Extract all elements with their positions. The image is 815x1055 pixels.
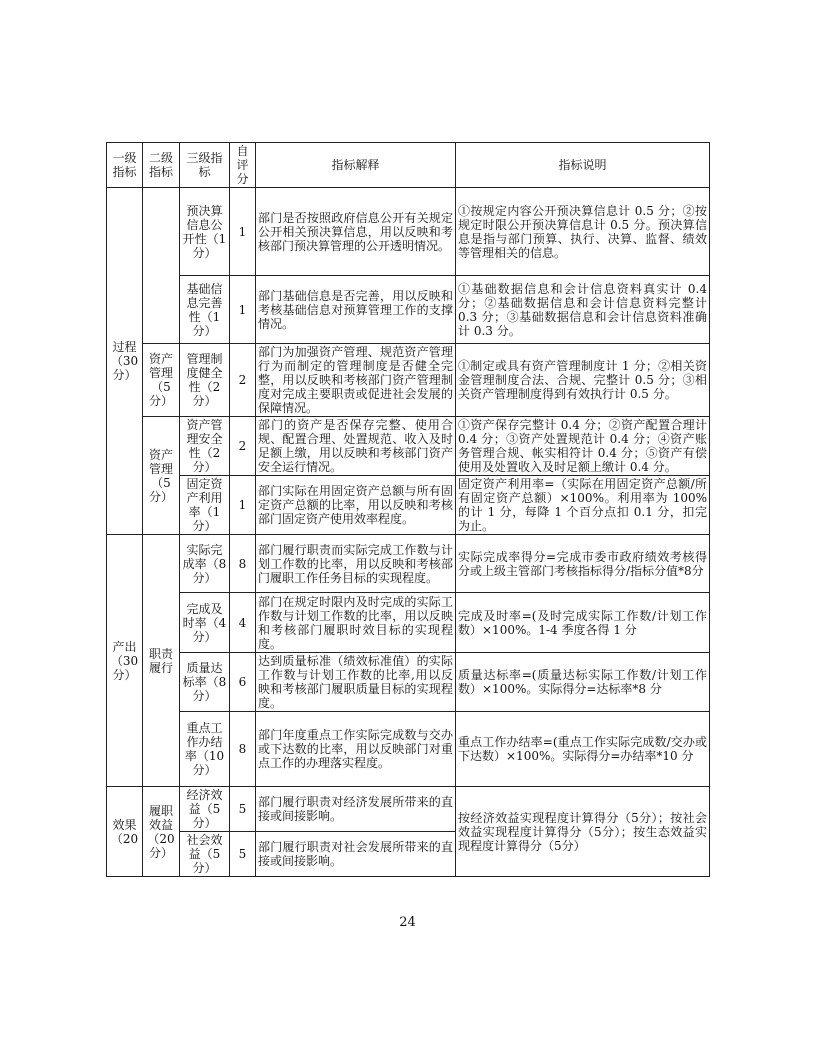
explain-cell: 部门履行职责对经济发展所带来的直接或间接影响。: [256, 787, 456, 832]
header-level3: 三级指标: [180, 143, 230, 188]
score-cell: 1: [230, 276, 256, 344]
score-cell: 2: [230, 344, 256, 417]
level3-cell: 预决算信息公开性（1分）: [180, 188, 230, 276]
header-self-score: 自评分: [230, 143, 256, 188]
level3-cell: 质量达标率（8分）: [180, 653, 230, 712]
level3-cell: 完成及时率（4分）: [180, 593, 230, 653]
desc-cell: 按经济效益实现程度计算得分（5分）；按社会效益实现程度计算得分（5分）；按生态效益实现程度计算得分（5分）: [456, 787, 710, 877]
level3-cell: 经济效益（5分）: [180, 787, 230, 832]
table-row: [107, 188, 710, 276]
level3-cell: 社会效益（5分）: [180, 832, 230, 877]
desc-cell: 重点工作办结率=(重点工作实际完成数/交办或下达数）×100%。实际得分=办结率*10 分: [456, 712, 710, 787]
score-cell: 5: [230, 787, 256, 832]
level2-cell: 履职效益（20分）: [143, 787, 180, 877]
table-row: [107, 417, 710, 476]
explain-cell: 部门的资产是否保存完整、使用合规、配置合理、处置规范、收入及时足额上缴，用以反映和考核部门资产安全运行情况。: [256, 417, 456, 476]
page-number: 24: [399, 915, 416, 930]
table-row: [107, 712, 710, 787]
explain-cell: 部门在规定时限内及时完成的实际工作数与计划工作数的比率，用以反映和考核部门履职时效目标的实现程度。: [256, 593, 456, 653]
header-level1: 一级指标: [107, 143, 143, 188]
explain-cell: 部门履行职责对社会发展所带来的直接或间接影响。: [256, 832, 456, 877]
explain-cell: 部门实际在用固定资产总额与所有固定资产总额的比率，用以反映和考核部门固定资产使用效率程度。: [256, 476, 456, 535]
table-row: [107, 787, 710, 832]
desc-cell: 实际完成率得分=完成市委市政府绩效考核得分或上级主管部门考核指标得分/指标分值*8分: [456, 535, 710, 593]
explain-cell: 部门年度重点工作实际完成数与交办或下达数的比率，用以反映部门对重点工作的办理落实程度。: [256, 712, 456, 787]
desc-cell: ①按规定内容公开预决算信息计 0.5 分；②按规定时限公开预决算信息计 0.5 分。预决算信息是指与部门预算、执行、决算、监督、绩效等管理相关的信息。: [456, 188, 710, 276]
evaluation-table: [106, 142, 710, 877]
table-row: [107, 535, 710, 593]
table-header-row: [107, 143, 710, 188]
level3-cell: 重点工作办结率（10分）: [180, 712, 230, 787]
level3-cell: 资产管理安全性（2分）: [180, 417, 230, 476]
explain-cell: 部门为加强资产管理、规范资产管理行为而制定的管理制度是否健全完整，用以反映和考核部门资产管理制度对完成主要职责或促进社会发展的保障情况。: [256, 344, 456, 417]
explain-cell: 部门是否按照政府信息公开有关规定公开相关预决算信息，用以反映和考核部门预决算管理的公开透明情况。: [256, 188, 456, 276]
level3-cell: 管理制度健全性（2分）: [180, 344, 230, 417]
header-explanation: 指标解释: [256, 143, 456, 188]
table-row: [107, 476, 710, 535]
level3-cell: 实际完成率（8分）: [180, 535, 230, 593]
level1-process: 过程（30分）: [107, 188, 143, 535]
desc-cell: 固定资产利用率=（实际在用固定资产总额/所有固定资产总额）×100%。利用率为 100%的计 1 分，每降 1 个百分点扣 0.1 分，扣完为止。: [456, 476, 710, 535]
explain-cell: 达到质量标准（绩效标准值）的实际工作数与计划工作数的比率,用以反映和考核部门履职质量目标的实现程度。: [256, 653, 456, 712]
score-cell: 8: [230, 712, 256, 787]
header-description: 指标说明: [456, 143, 710, 188]
level3-cell: 固定资产利用率（1分）: [180, 476, 230, 535]
score-cell: 6: [230, 653, 256, 712]
desc-cell: ①资产保存完整计 0.4 分；②资产配置合理计 0.4 分；③资产处置规范计 0.4 分；④资产账务管理合规、帐实相符计 0.4 分；⑤资产有偿使用及处置收入及时足额上缴计 0.4 分。: [456, 417, 710, 476]
explain-cell: 部门履行职责而实际完成工作数与计划工作数的比率，用以反映和考核部门履职工作任务目标的实现程度。: [256, 535, 456, 593]
header-level2: 二级指标: [143, 143, 180, 188]
desc-cell: 完成及时率=(及时完成实际工作数/计划工作数）×100%。1-4 季度各得 1 分: [456, 593, 710, 653]
desc-cell: ①基础数据信息和会计信息资料真实计 0.4 分；②基础数据信息和会计信息资料完整计 0.3 分；③基础数据信息和会计信息资料准确计 0.3 分。: [456, 276, 710, 344]
level2-cell: 资产管理（5分）: [143, 344, 180, 417]
score-cell: 4: [230, 593, 256, 653]
table-row: [107, 593, 710, 653]
table-row: [107, 276, 710, 344]
score-cell: 1: [230, 476, 256, 535]
table-row: [107, 653, 710, 712]
score-cell: 2: [230, 417, 256, 476]
level3-cell: 基础信息完善性（1分）: [180, 276, 230, 344]
explain-cell: 部门基础信息是否完善，用以反映和考核基础信息对预算管理工作的支撑情况。: [256, 276, 456, 344]
level2-cell: 职责履行: [143, 535, 180, 787]
score-cell: 5: [230, 832, 256, 877]
desc-cell: ①制定或具有资产管理制度计 1 分；②相关资金管理制度合法、合规、完整计 0.5 分；③相关资产管理制度得到有效执行计 0.5 分。: [456, 344, 710, 417]
score-cell: 1: [230, 188, 256, 276]
desc-cell: 质量达标率=(质量达标实际工作数/计划工作数）×100%。实际得分=达标率*8 分: [456, 653, 710, 712]
level2-empty: [143, 188, 180, 344]
level2-cell: 资产管理（5分）: [143, 417, 180, 535]
table-row: [107, 344, 710, 417]
level1-output: 产出（30分）: [107, 535, 143, 787]
level1-effect: 效果（20: [107, 787, 143, 877]
score-cell: 8: [230, 535, 256, 593]
